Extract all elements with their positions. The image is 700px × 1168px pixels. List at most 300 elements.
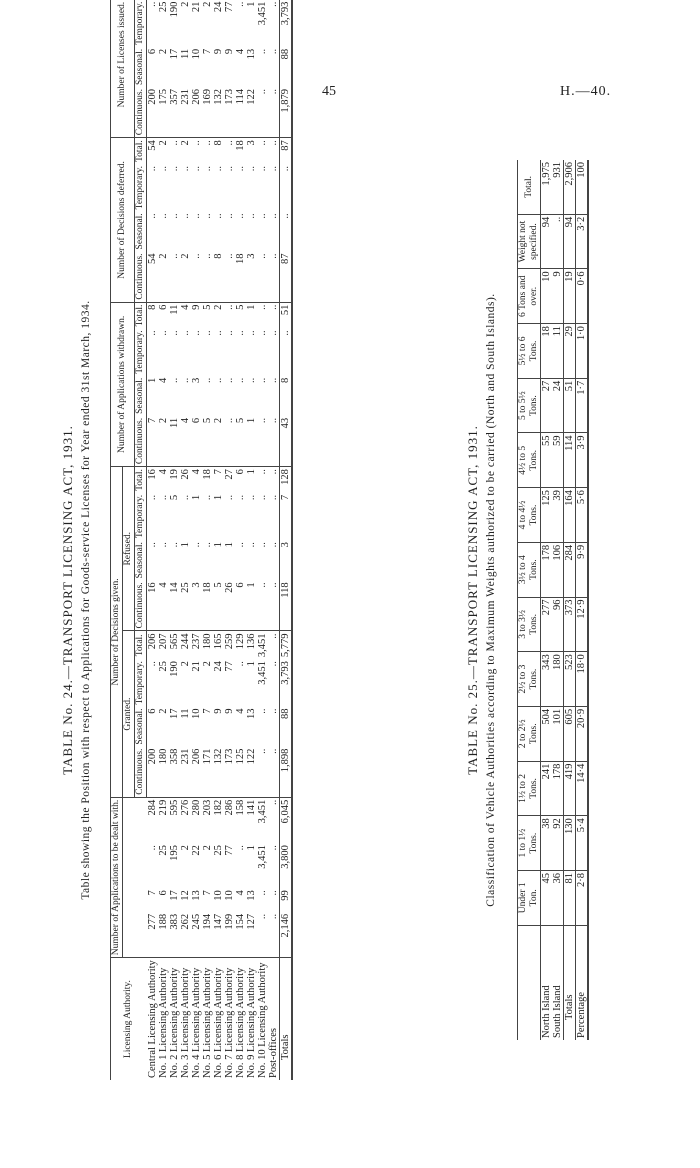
col-header: Continuous. [135, 580, 147, 631]
cell: .. [257, 140, 268, 146]
cell: 276 [180, 799, 191, 816]
cell: 22 [191, 845, 202, 856]
cell: .. [552, 214, 564, 269]
cell: 21 [191, 1, 202, 13]
cell: .. [147, 494, 158, 501]
cell: 11 [169, 416, 180, 467]
cell: .. [268, 1, 279, 7]
cell: 277 [147, 912, 159, 958]
totals-cell: 523 [564, 652, 576, 707]
cell: 27 [224, 469, 235, 480]
cell: 10 [213, 890, 224, 901]
cell: .. [191, 213, 202, 219]
cell: 13 [246, 708, 257, 719]
totals-cell: 114 [564, 433, 576, 488]
cell: 206 [191, 87, 202, 138]
cell: 9 [552, 269, 564, 324]
cell: .. [268, 799, 279, 806]
totals-cell: 118 [280, 580, 293, 631]
cell: .. [268, 304, 279, 310]
totals-cell: 2,146 [280, 912, 293, 958]
cell: 165 [213, 633, 224, 650]
cell: 96 [552, 597, 564, 652]
totals-cell: 29 [564, 324, 576, 379]
cell: 175 [158, 87, 169, 138]
group-header-applications: Number of Applications to be dealt with. [111, 797, 123, 957]
totals-cell: 164 [564, 488, 576, 543]
cell: .. [246, 213, 257, 219]
col-header: Total. [135, 138, 147, 164]
cell: .. [158, 542, 169, 548]
cell: .. [224, 213, 235, 219]
cell: 3 [246, 140, 257, 146]
page-number: 45 [322, 84, 336, 99]
percentage-cell: 3·2 [576, 214, 589, 269]
cell: 11 [180, 48, 191, 60]
cell: 25 [213, 845, 224, 856]
cell: 3 [191, 377, 202, 383]
cell: 7 [202, 890, 213, 896]
row-label: Post-offices [268, 1028, 279, 1078]
cell: .. [268, 48, 279, 55]
cell: .. [235, 1, 246, 7]
cell: 45 [541, 870, 553, 925]
totals-cell: 19 [564, 269, 576, 324]
cell: 1 [246, 469, 257, 475]
cell: .. [257, 580, 268, 631]
totals-cell: 130 [564, 816, 576, 871]
col-header: Total. [135, 467, 147, 493]
col-header: Total. [518, 160, 541, 214]
cell: 357 [169, 87, 180, 138]
cell: .. [235, 542, 246, 548]
cell: .. [202, 494, 213, 501]
totals-label: Totals [564, 925, 576, 1040]
cell: 245 [191, 912, 202, 958]
cell: 1 [191, 494, 202, 501]
cell: 504 [541, 706, 553, 761]
table-row [169, 0, 180, 1080]
totals-cell: 373 [564, 597, 576, 652]
cell: 3,451 [257, 1, 268, 26]
col-header: 2½ to 3 Tons. [518, 652, 541, 707]
col-header: 1 to 1½ Tons. [518, 816, 541, 871]
cell: .. [257, 912, 268, 958]
cell: .. [235, 330, 246, 336]
totals-cell: 5,779 [280, 631, 293, 659]
cell: 1 [147, 377, 158, 383]
cell: 180 [552, 652, 564, 707]
cell: .. [158, 213, 169, 219]
cell: 7 [202, 708, 213, 714]
totals-cell: 3,800 [280, 843, 293, 888]
cell: .. [235, 494, 246, 501]
col-header: Under 1 Ton. [518, 870, 541, 925]
cell: 125 [235, 747, 246, 798]
col-header: Total. [135, 302, 147, 328]
cell: 27 [541, 378, 553, 433]
cell: .. [268, 469, 279, 475]
table-row [541, 160, 553, 1040]
cell: .. [180, 166, 191, 172]
cell: 173 [224, 747, 235, 798]
cell: .. [246, 377, 257, 383]
cell: .. [257, 48, 268, 55]
percentage-cell: 3·9 [576, 433, 589, 488]
cell: .. [246, 494, 257, 501]
cell: 158 [235, 799, 246, 816]
cell: .. [191, 140, 202, 146]
table-row [246, 0, 257, 1080]
cell: 4 [180, 416, 191, 467]
blank-header [518, 925, 541, 1040]
cell: .. [213, 377, 224, 383]
cell: .. [268, 633, 279, 639]
col-header: Temporary. [135, 166, 145, 210]
cell: 38 [541, 816, 553, 871]
row-label: South Island [552, 985, 563, 1038]
cell: .. [257, 166, 268, 172]
cell: 132 [213, 87, 224, 138]
cell: 132 [213, 747, 224, 798]
authority-header: Licensing Authority. [111, 958, 147, 1080]
cell: 11 [180, 708, 191, 719]
cell: 36 [552, 870, 564, 925]
col-header: 1½ to 2 Tons. [518, 761, 541, 816]
cell: 2 [180, 661, 191, 667]
page-code: H.—40. [560, 84, 612, 99]
cell: 190 [169, 661, 180, 677]
cell: 4 [180, 304, 191, 310]
cell: 122 [246, 747, 257, 798]
cell: 169 [202, 87, 213, 138]
cell: .. [180, 377, 191, 383]
group-header-deferred: Number of Decisions deferred. [111, 138, 135, 302]
cell: .. [224, 494, 235, 501]
cell: 25 [158, 661, 169, 672]
cell: 6 [147, 48, 158, 55]
totals-cell: .. [280, 211, 293, 251]
percentage-cell: 2·8 [576, 870, 589, 925]
cell: .. [202, 377, 213, 383]
table-row [552, 160, 564, 1040]
cell: 190 [169, 1, 180, 18]
cell: 10 [191, 48, 202, 60]
table-row [180, 0, 191, 1080]
row-label: No. 5 Licensing Authority [202, 967, 213, 1078]
cell: .. [169, 377, 180, 383]
cell: 2 [180, 845, 191, 851]
cell: 207 [158, 633, 169, 650]
cell: 180 [202, 633, 213, 650]
row-label: No. 6 Licensing Authority [213, 967, 224, 1078]
col-header: 6 Tons and over. [518, 269, 541, 324]
row-label: No. 7 Licensing Authority [224, 967, 235, 1078]
totals-cell: .. [280, 164, 293, 211]
cell: 127 [246, 912, 257, 958]
cell: 2 [180, 140, 191, 146]
cell: 26 [180, 469, 191, 480]
cell: 4 [158, 469, 169, 475]
cell: .. [169, 330, 180, 336]
cell: 383 [169, 912, 180, 958]
group-header-decisions: Number of Decisions given. [111, 467, 123, 798]
totals-cell: 7 [280, 493, 293, 540]
cell: 13 [246, 48, 257, 60]
table-row [158, 0, 169, 1080]
totals-cell: .. [280, 328, 293, 375]
cell: .. [169, 251, 180, 302]
cell: .. [191, 542, 202, 548]
percentage-cell: 1·7 [576, 378, 589, 433]
cell: .. [246, 542, 257, 548]
cell: .. [224, 251, 235, 302]
cell: 1 [246, 416, 257, 467]
cell: .. [169, 166, 180, 172]
cell: 2 [202, 661, 213, 667]
cell: 565 [169, 633, 180, 650]
totals-cell: 87 [280, 251, 293, 302]
cell: 2 [180, 1, 191, 7]
cell: .. [246, 330, 257, 336]
table-25 [465, 120, 645, 1080]
cell: 1 [246, 845, 257, 851]
cell: 206 [147, 633, 158, 650]
cell: 2 [158, 708, 169, 714]
cell: .. [268, 213, 279, 219]
percentage-cell: 9·9 [576, 542, 589, 597]
cell: 6 [147, 708, 158, 714]
cell: .. [213, 213, 224, 219]
cell: .. [147, 1, 158, 7]
cell: .. [147, 661, 158, 667]
totals-row [564, 160, 576, 1040]
cell: .. [268, 845, 279, 851]
totals-cell: 6,045 [280, 797, 293, 843]
col-header: Total. [135, 631, 147, 659]
cell: 241 [541, 761, 553, 816]
col-header: Seasonal. [135, 48, 145, 86]
cell: .. [268, 330, 279, 336]
cell: 2 [158, 416, 169, 467]
col-header: Weight not specified. [518, 214, 541, 269]
cell: 12 [180, 890, 191, 901]
cell: .. [257, 251, 268, 302]
cell: .. [257, 304, 268, 310]
cell: 18 [202, 580, 213, 631]
col-header: 2 to 2½ Tons. [518, 706, 541, 761]
cell: 8 [147, 304, 158, 310]
cell: 25 [158, 845, 169, 856]
col-header: Continuous. [135, 416, 147, 467]
totals-cell: 87 [280, 138, 293, 164]
col-header: 5 to 5½ Tons. [518, 378, 541, 433]
cell: .. [268, 166, 279, 172]
totals-cell: 3,793 [280, 659, 293, 706]
cell: .. [191, 251, 202, 302]
totals-cell: 99 [280, 888, 293, 912]
cell: 203 [202, 799, 213, 816]
cell: 6 [235, 580, 246, 631]
cell: .. [268, 661, 279, 667]
cell: 219 [158, 799, 169, 816]
table-25-title: TABLE No. 25.—TRANSPORT LICENSING ACT, 1931. [465, 425, 480, 775]
cell: 259 [224, 633, 235, 650]
row-label: No. 8 Licensing Authority [235, 967, 246, 1078]
percentage-label: Percentage [576, 925, 589, 1040]
cell: 173 [224, 87, 235, 138]
cell: 6 [191, 416, 202, 467]
totals-cell: 94 [564, 214, 576, 269]
row-label: No. 2 Licensing Authority [169, 967, 180, 1078]
row-label: No. 4 Licensing Authority [191, 967, 202, 1078]
percentage-cell: 1·0 [576, 324, 589, 379]
cell: 286 [224, 799, 235, 816]
cell: 5 [213, 580, 224, 631]
cell: 19 [169, 469, 180, 480]
totals-cell: 81 [564, 870, 576, 925]
cell: 343 [541, 652, 553, 707]
cell: 4 [158, 377, 169, 383]
percentage-cell: 14·4 [576, 761, 589, 816]
cell: 277 [541, 597, 553, 652]
totals-cell: 43 [280, 416, 293, 467]
col-header: Continuous. [135, 251, 147, 302]
cell: 26 [224, 580, 235, 631]
cell: 18 [235, 251, 246, 302]
cell: .. [257, 747, 268, 798]
cell: 182 [213, 799, 224, 816]
col-header: Seasonal. [135, 708, 145, 745]
cell: .. [202, 140, 213, 146]
cell: 122 [246, 87, 257, 138]
table-24-title: TABLE No. 24.—TRANSPORT LICENSING ACT, 1931. [60, 425, 75, 775]
cell: 5 [235, 416, 246, 467]
totals-label: Totals [280, 958, 293, 1080]
totals-cell: 284 [564, 542, 576, 597]
cell: 231 [180, 747, 191, 798]
totals-row [280, 0, 293, 1080]
cell: 2 [213, 416, 224, 467]
cell: .. [202, 251, 213, 302]
cell: 4 [235, 48, 246, 55]
cell: 147 [213, 912, 224, 958]
cell: 17 [169, 708, 180, 719]
cell: 4 [235, 890, 246, 896]
totals-cell: 1,879 [280, 87, 293, 138]
cell: .. [268, 251, 280, 302]
row-label: No. 9 Licensing Authority [246, 967, 257, 1078]
cell: 7 [213, 469, 224, 475]
cell: 3 [246, 251, 257, 302]
cell: 1 [180, 542, 191, 548]
cell: 154 [235, 912, 246, 958]
col-header: Temporary. [135, 1, 145, 45]
cell: .. [224, 377, 235, 383]
cell: 94 [541, 214, 553, 269]
cell: .. [213, 166, 224, 172]
cell: .. [147, 166, 158, 172]
cell: 9 [191, 304, 202, 310]
cell: .. [202, 213, 213, 219]
percentage-cell: 5·6 [576, 488, 589, 543]
cell: .. [202, 166, 213, 172]
cell: .. [180, 494, 191, 501]
totals-cell: 88 [280, 706, 293, 746]
table-row [224, 0, 235, 1080]
cell: 9 [213, 48, 224, 55]
cell: 14 [169, 580, 180, 631]
cell: 200 [147, 87, 159, 138]
cell: 1 [246, 1, 257, 7]
cell: .. [246, 166, 257, 172]
cell: 5 [202, 304, 213, 310]
col-header: Temporary. [135, 494, 145, 539]
cell: 10 [191, 708, 202, 719]
table-row [268, 0, 280, 1080]
cell: 18 [235, 140, 246, 151]
cell: 284 [146, 799, 158, 816]
totals-cell: 1,898 [280, 747, 293, 798]
cell: 280 [191, 799, 202, 816]
cell: 178 [552, 761, 564, 816]
cell: 178 [541, 542, 553, 597]
totals-cell: 605 [564, 706, 576, 761]
cell: .. [257, 416, 268, 467]
sub-header-refused: Refused. [123, 467, 135, 631]
totals-cell: 51 [564, 378, 576, 433]
cell: 6 [235, 469, 246, 475]
cell: .. [213, 330, 224, 336]
cell: 125 [541, 488, 553, 543]
cell: 10 [224, 890, 235, 901]
percentage-cell: 100 [576, 160, 589, 214]
cell: .. [147, 213, 158, 219]
cell: 59 [552, 433, 564, 488]
cell: 10 [541, 269, 553, 324]
cell: .. [235, 661, 246, 667]
cell: 13 [246, 890, 257, 901]
cell: .. [202, 330, 213, 336]
row-label: No. 10 Licensing Authority [257, 962, 268, 1078]
cell: 1 [224, 542, 235, 548]
cell: 7 [146, 890, 158, 896]
col-header: 5½ to 6 Tons. [518, 324, 541, 379]
cell: 136 [246, 633, 257, 650]
cell: .. [268, 494, 279, 501]
cell: 199 [224, 912, 235, 958]
cell: 11 [169, 304, 180, 315]
cell: .. [257, 542, 268, 548]
cell: 1 [246, 661, 257, 667]
totals-cell: 3,793 [280, 0, 293, 47]
cell: 16 [147, 580, 159, 631]
cell: 18 [202, 469, 213, 480]
cell: .. [158, 330, 169, 336]
cell: 8 [213, 140, 224, 146]
cell: 6 [158, 890, 169, 896]
cell: .. [268, 377, 279, 383]
percentage-cell: 20·9 [576, 706, 589, 761]
cell: .. [268, 708, 279, 714]
cell: .. [235, 166, 246, 172]
cell: 92 [552, 816, 564, 871]
cell: 77 [224, 661, 235, 672]
table-row [191, 0, 202, 1080]
col-header: 4½ to 5 Tons. [518, 433, 541, 488]
table-25-subtitle: Classification of Vehicle Authorities according to Maximum Weights authorized to be carried (North and South Islands). [485, 293, 497, 907]
cell: .. [169, 140, 180, 146]
